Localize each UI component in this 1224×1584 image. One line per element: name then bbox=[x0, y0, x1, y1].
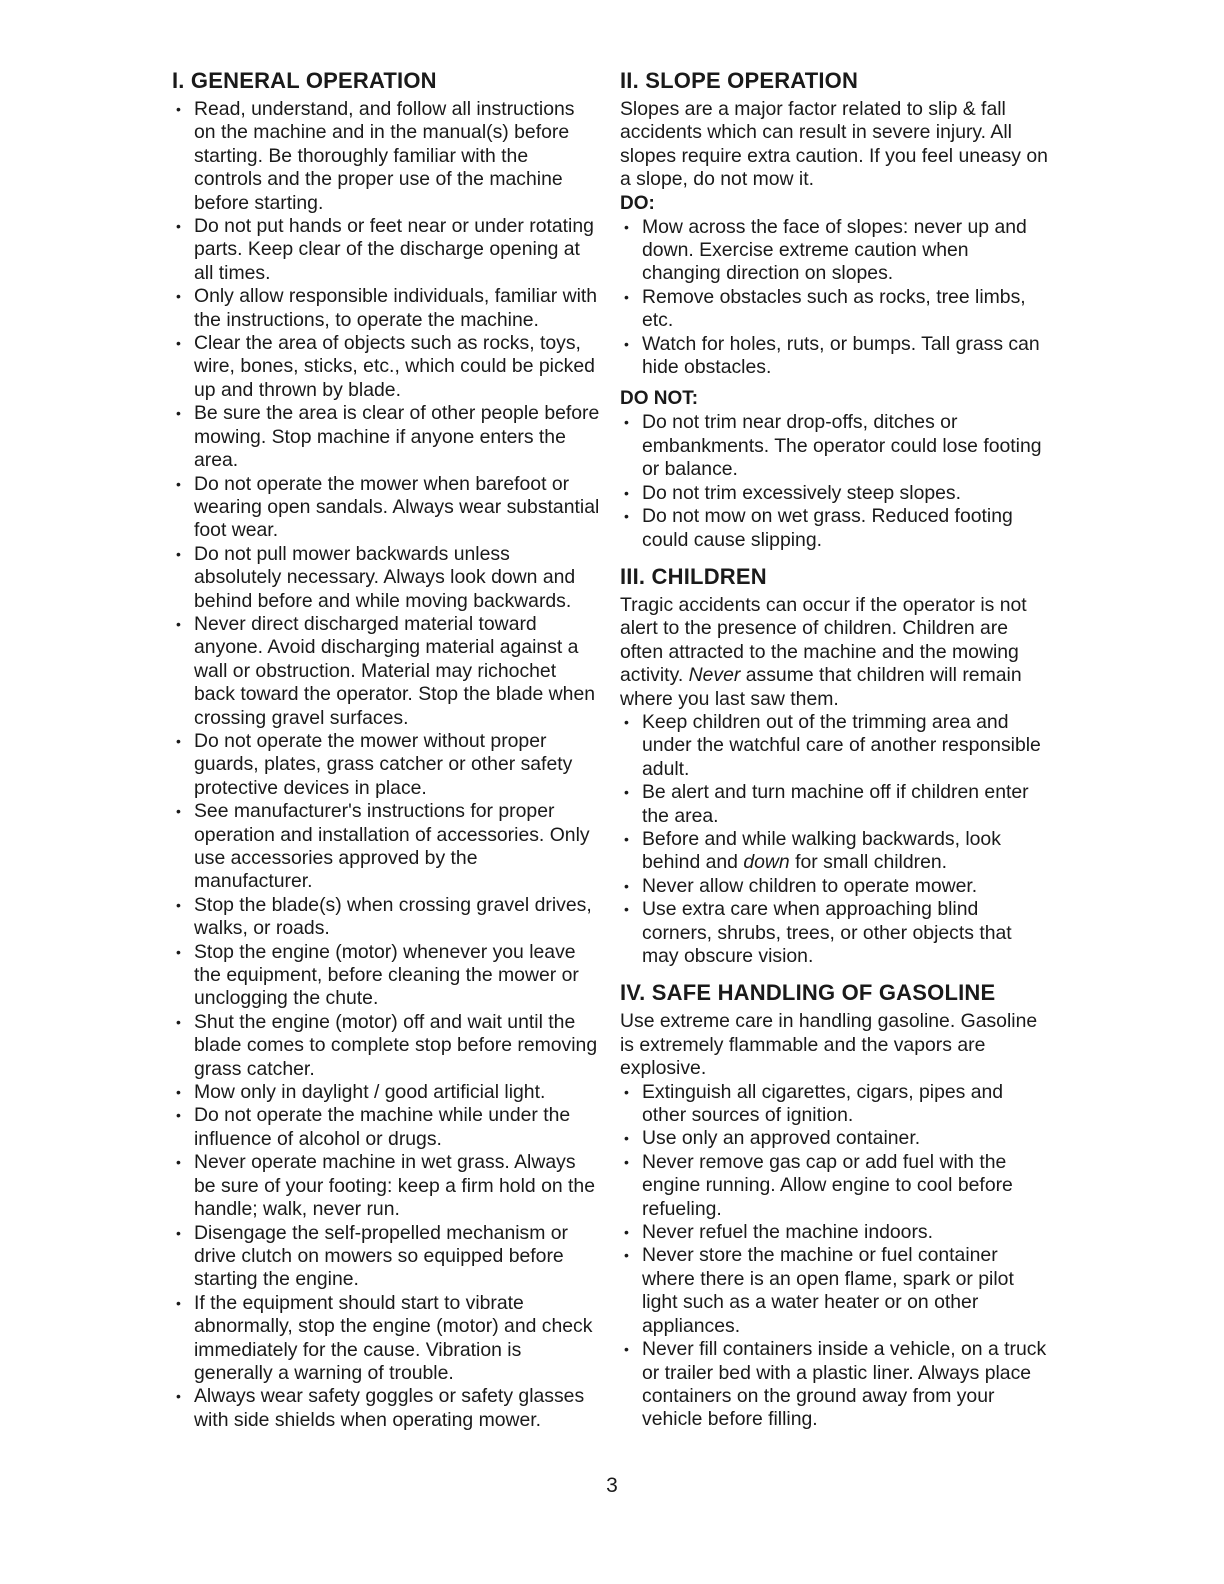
page-number: 3 bbox=[606, 1474, 618, 1497]
backwards-item-emphasis: down bbox=[743, 851, 790, 874]
gasoline-list bbox=[620, 1081, 1052, 1432]
list-item: • Do not operate the machine while under the influence of alcohol or drugs. bbox=[172, 1104, 600, 1151]
list-item: • Shut the engine (motor) off and wait until the blade comes to complete stop before removing grass catcher. bbox=[172, 1011, 600, 1081]
list-item: • Never direct discharged material toward anyone. Avoid discharging material against a wall or obstruction. Material may richochet back toward the operator. Stop the blade when crossing gravel surfaces. bbox=[172, 613, 600, 730]
list-item: • Do not pull mower backwards unless absolutely necessary. Always look down and behind before and while moving backwards. bbox=[172, 543, 600, 613]
do-list bbox=[620, 216, 1052, 380]
list-item: • Remove obstacles such as rocks, tree limbs, etc. bbox=[620, 286, 1052, 333]
children-intro bbox=[620, 594, 1052, 711]
general-operation-list bbox=[172, 98, 600, 1432]
list-item: • Do not operate the mower without proper guards, plates, grass catcher or other safety protective devices in place. bbox=[172, 730, 600, 800]
right-column bbox=[620, 66, 1052, 1442]
general-operation-section bbox=[172, 66, 600, 1432]
children-intro-text: Tragic accidents can occur if the operator is not alert to the presence of children. Children are often attracted to the machine and the mowing activity. bbox=[620, 593, 1027, 687]
list-item: • Do not trim near drop-offs, ditches or embankments. The operator could lose footing or balance. bbox=[620, 411, 1052, 481]
list-item: • Read, understand, and follow all instructions on the machine and in the manual(s) before starting. Be thoroughly familiar with the controls and the proper use of the machine before starting. bbox=[172, 98, 600, 215]
list-item: • Use only an approved container. bbox=[620, 1127, 1052, 1150]
list-item: • Mow across the face of slopes: never up and down. Exercise extreme caution when changing direction on slopes. bbox=[620, 216, 1052, 286]
list-item: • Never store the machine or fuel container where there is an open flame, spark or pilot light such as a water heater or on other appliances. bbox=[620, 1244, 1052, 1338]
list-item: • Do not operate the mower when barefoot or wearing open sandals. Always wear substantial foot wear. bbox=[172, 473, 600, 543]
list-item: • Extinguish all cigarettes, cigars, pipes and other sources of ignition. bbox=[620, 1081, 1052, 1128]
general-operation-title: I. GENERAL OPERATION bbox=[172, 68, 437, 93]
list-item: • Never remove gas cap or add fuel with the engine running. Allow engine to cool before refueling. bbox=[620, 1151, 1052, 1221]
do-not-label: DO NOT: bbox=[620, 388, 699, 410]
list-item: • Never operate machine in wet grass. Always be sure of your footing: keep a firm hold on the handle; walk, never run. bbox=[172, 1151, 600, 1221]
children-title: III. CHILDREN bbox=[620, 563, 767, 589]
list-item: • Disengage the self-propelled mechanism or drive clutch on mowers so equipped before starting the engine. bbox=[172, 1222, 600, 1292]
gasoline-intro: Use extreme care in handling gasoline. Gasoline is extremely flammable and the vapors are explosive. bbox=[620, 1010, 1038, 1080]
children-list bbox=[620, 711, 1052, 968]
children-intro-emphasis: Never bbox=[688, 664, 741, 687]
do-label: DO: bbox=[620, 192, 655, 214]
list-item: • Be sure the area is clear of other people before mowing. Stop machine if anyone enters the area. bbox=[172, 402, 600, 472]
list-item: • Be alert and turn machine off if children enter the area. bbox=[620, 781, 1052, 828]
slope-operation-title: II. SLOPE OPERATION bbox=[620, 68, 859, 93]
children-intro-text-end: assume that children will remain where you last saw them. bbox=[620, 664, 1022, 710]
do-not-list bbox=[620, 411, 1052, 551]
list-item: • See manufacturer's instructions for proper operation and installation of accessories. Only use accessories approved by the manufacturer. bbox=[172, 800, 600, 894]
list-item: • Do not put hands or feet near or under rotating parts. Keep clear of the discharge opening at all times. bbox=[172, 215, 600, 285]
list-item: • Watch for holes, ruts, or bumps. Tall grass can hide obstacles. bbox=[620, 333, 1052, 380]
list-item: • If the equipment should start to vibrate abnormally, stop the engine (motor) and check immediately for the cause. Vibration is generally a warning of trouble. bbox=[172, 1292, 600, 1386]
children-section bbox=[620, 562, 1052, 969]
list-item: • Use extra care when approaching blind corners, shrubs, trees, or other objects that may obscure vision. bbox=[620, 898, 1052, 968]
list-item: • Never refuel the machine indoors. bbox=[620, 1221, 1052, 1244]
gasoline-title: IV. SAFE HANDLING OF GASOLINE bbox=[620, 980, 996, 1006]
list-item: • Never allow children to operate mower. bbox=[620, 875, 1052, 898]
list-item: • Clear the area of objects such as rocks, toys, wire, bones, sticks, etc., which could be picked up and thrown by blade. bbox=[172, 332, 600, 402]
list-item: • Never fill containers inside a vehicle, on a truck or trailer bed with a plastic liner. Always place containers on the ground away from your vehicle before filling. bbox=[620, 1338, 1052, 1432]
backwards-item-text: Before and while walking backwards, look behind and bbox=[642, 827, 1001, 874]
slope-operation-intro: Slopes are a major factor related to slip & fall accidents which can result in severe injury. All slopes require extra caution. If you feel uneasy on a slope, do not mow it. bbox=[620, 98, 1048, 191]
list-item: • Stop the engine (motor) whenever you leave the equipment, before cleaning the mower or unclogging the chute. bbox=[172, 941, 600, 1011]
list-item bbox=[620, 828, 1052, 875]
list-item: • Do not mow on wet grass. Reduced footing could cause slipping. bbox=[620, 505, 1052, 552]
left-column bbox=[172, 66, 600, 1442]
list-item: • Always wear safety goggles or safety glasses with side shields when operating mower. bbox=[172, 1385, 600, 1432]
slope-operation-section bbox=[620, 66, 1052, 552]
list-item: • Keep children out of the trimming area and under the watchful care of another responsible adult. bbox=[620, 711, 1052, 781]
list-item: • Mow only in daylight / good artificial light. bbox=[172, 1081, 600, 1104]
backwards-item-text-end: for small children. bbox=[789, 851, 948, 874]
gasoline-section bbox=[620, 978, 1052, 1431]
list-item: • Stop the blade(s) when crossing gravel drives, walks, or roads. bbox=[172, 894, 600, 941]
list-item: • Do not trim excessively steep slopes. bbox=[620, 482, 1052, 505]
list-item: • Only allow responsible individuals, familiar with the instructions, to operate the machine. bbox=[172, 285, 600, 332]
